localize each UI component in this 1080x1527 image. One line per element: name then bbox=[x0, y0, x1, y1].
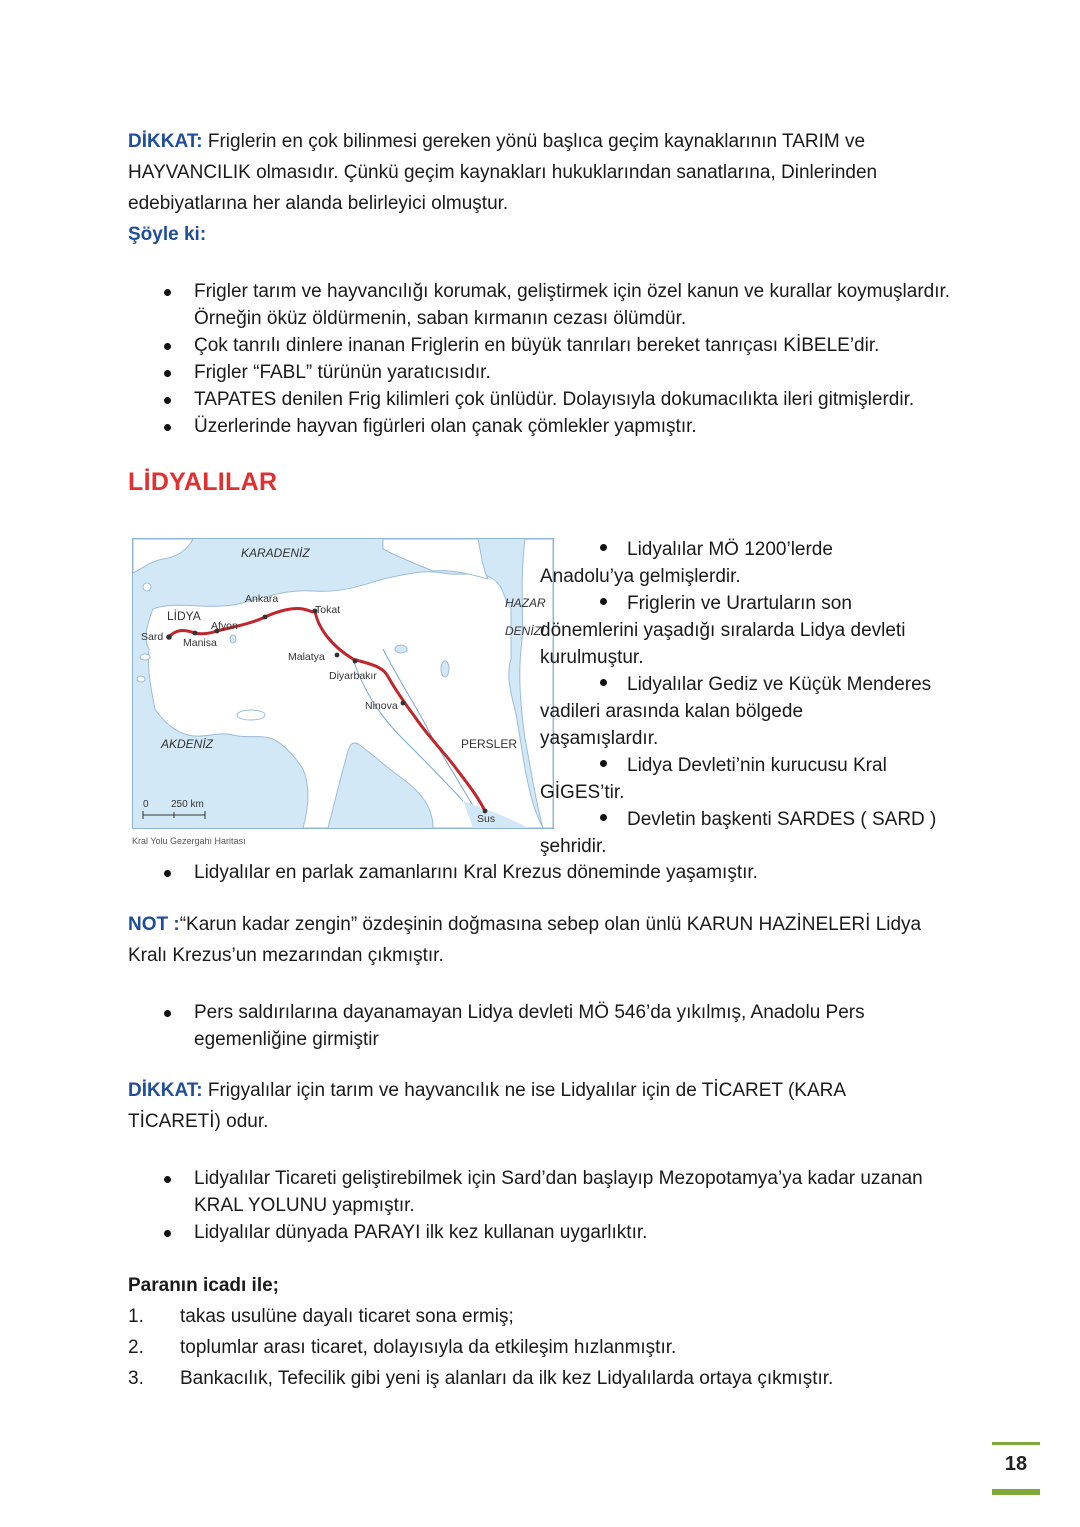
page-number: 18 bbox=[992, 1442, 1040, 1495]
aegean-island bbox=[140, 654, 150, 660]
list-item bbox=[540, 590, 965, 671]
dikkat-paragraph-1 bbox=[128, 126, 958, 250]
label-afyon: Afyon bbox=[211, 620, 238, 632]
list-item: Lidyalılar en parlak zamanlarını Kral Krezus döneminde yaşamıştır. bbox=[128, 859, 958, 886]
not-label: NOT : bbox=[128, 914, 180, 935]
pers-bullet-list bbox=[128, 999, 928, 1053]
city-dot-sard bbox=[166, 634, 172, 640]
bullet-dot bbox=[600, 760, 607, 767]
frig-bullet-list bbox=[128, 278, 958, 440]
dikkat-text-line2: TİCARETİ) odur. bbox=[128, 1111, 269, 1132]
lake bbox=[395, 645, 407, 653]
para-title: Paranın icadı ile; bbox=[128, 1275, 279, 1296]
list-item: Frigler tarım ve hayvancılığı korumak, geliştirmek için özel kanun ve kurallar koymuşlardır. Örneğin öküz öldürmenin, saban kırmanın cezası ölümdür. bbox=[128, 278, 958, 332]
label-hazar: HAZAR bbox=[505, 596, 546, 610]
dikkat-text-line1: Friglerin en çok bilinmesi gereken yönü başlıca geçim kaynaklarının TARIM ve bbox=[202, 131, 866, 152]
list-item: Üzerlerinde hayvan figürleri olan çanak çömlekler yapmıştır. bbox=[128, 413, 958, 440]
para-numbered-list bbox=[128, 1301, 958, 1394]
label-malatya: Malatya bbox=[288, 651, 325, 663]
label-karadeniz: KARADENİZ bbox=[241, 546, 310, 560]
list-item bbox=[128, 1363, 958, 1394]
scale-zero: 0 bbox=[143, 799, 149, 810]
bullet-first-line: Lidyalılar Gediz ve Küçük Menderes bbox=[627, 674, 932, 695]
list-item bbox=[128, 1301, 958, 1332]
list-item: Lidyalılar Ticareti geliştirebilmek için Sard’dan başlayıp Mezopotamya’ya kadar uzanan KRAL YOLUNU yapmıştır. bbox=[128, 1165, 928, 1219]
city-dot-diyarbakir bbox=[353, 659, 358, 664]
item-text: toplumlar arası ticaret, dolayısıyla da etkileşim hızlanmıştır. bbox=[180, 1337, 677, 1358]
dikkat-paragraph-2 bbox=[128, 1075, 958, 1137]
item-number: 2. bbox=[128, 1337, 144, 1358]
lake bbox=[441, 661, 449, 677]
bullet-dot bbox=[600, 544, 607, 551]
lidya-side-text bbox=[540, 536, 965, 860]
label-tokat: Tokat bbox=[315, 604, 341, 616]
map-graphic bbox=[133, 539, 553, 828]
item-number: 1. bbox=[128, 1306, 144, 1327]
not-text-line1: “Karun kadar zengin” özdeşinin doğmasına sebep olan ünlü KARUN HAZİNELERİ Lidya bbox=[179, 914, 922, 935]
label-diyarbakir: Diyarbakır bbox=[329, 670, 377, 682]
not-text-line2: Kralı Krezus’un mezarından çıkmıştır. bbox=[128, 945, 444, 966]
aegean-island bbox=[137, 676, 145, 682]
item-text: takas usulüne dayalı ticaret sona ermiş; bbox=[180, 1306, 514, 1327]
soyle-ki-label: Şöyle ki: bbox=[128, 224, 207, 245]
bullet-dot bbox=[600, 814, 607, 821]
city-dot-malatya bbox=[335, 653, 340, 658]
krezus-bullet-list bbox=[128, 859, 958, 886]
label-manisa: Manisa bbox=[183, 637, 217, 649]
list-item: TAPATES denilen Frig kilimleri çok ünlüdür. Dolayısıyla dokumacılıkta ileri gitmişlerdir. bbox=[128, 386, 958, 413]
kral-yolu-map bbox=[132, 538, 554, 829]
not-paragraph bbox=[128, 909, 958, 971]
label-denizi: DENİZİ bbox=[505, 624, 545, 638]
map-caption: Kral Yolu Gezergahı Haritası bbox=[132, 836, 246, 846]
list-item bbox=[540, 752, 965, 806]
bullet-rest: Anadolu’ya gelmişlerdir. bbox=[540, 566, 741, 587]
aegean-island bbox=[143, 583, 151, 591]
bullet-first-line: Friglerin ve Urartuların son bbox=[627, 593, 852, 614]
list-item: Frigler “FABL” türünün yaratıcısıdır. bbox=[128, 359, 958, 386]
dikkat-label: DİKKAT: bbox=[128, 131, 203, 152]
list-item: Çok tanrılı dinlere inanan Friglerin en büyük tanrıları bereket tanrıçası KİBELE’dir. bbox=[128, 332, 958, 359]
bullet-rest: GİGES’tir. bbox=[540, 782, 625, 803]
label-lidya: LİDYA bbox=[167, 609, 201, 623]
label-sard: Sard bbox=[141, 631, 164, 643]
bullet-first-line: Devletin başkenti SARDES ( SARD ) bbox=[627, 809, 937, 830]
cyprus-island bbox=[237, 710, 265, 720]
bullet-first-line: Lidyalılar MÖ 1200’lerde bbox=[627, 539, 833, 560]
list-item bbox=[540, 806, 965, 860]
label-akdeniz: AKDENİZ bbox=[161, 737, 214, 751]
bullet-first-line: Lidya Devleti’nin kurucusu Kral bbox=[627, 755, 887, 776]
dikkat-text-line1: Frigyalılar için tarım ve hayvancılık ne ise Lidyalılar için de TİCARET (KARA bbox=[202, 1080, 847, 1101]
label-ankara: Ankara bbox=[245, 593, 279, 605]
label-persler: PERSLER bbox=[461, 737, 518, 751]
bullet-rest: dönemlerini yaşadığı sıralarda Lidya devleti kurulmuştur. bbox=[540, 620, 906, 668]
dikkat-text-line2: HAYVANCILIK olmasıdır. Çünkü geçim kaynakları hukuklarından sanatlarına, Dinlerinden bbox=[128, 162, 878, 183]
list-item bbox=[540, 536, 965, 590]
city-dot-ninova bbox=[401, 701, 406, 706]
scale-km: 250 km bbox=[171, 799, 204, 810]
list-item: Pers saldırılarına dayanamayan Lidya devleti MÖ 546’da yıkılmış, Anadolu Pers egemenliğine girmiştir bbox=[128, 999, 928, 1053]
city-dot-manisa bbox=[193, 631, 198, 636]
bullet-dot bbox=[600, 598, 607, 605]
list-item bbox=[128, 1332, 958, 1363]
city-dot-ankara bbox=[263, 615, 268, 620]
dikkat-text-line3: edebiyatlarına her alanda belirleyici olmuştur. bbox=[128, 193, 509, 214]
bullet-dot bbox=[600, 679, 607, 686]
dikkat-label: DİKKAT: bbox=[128, 1080, 203, 1101]
item-number: 3. bbox=[128, 1368, 144, 1389]
ticaret-bullet-list bbox=[128, 1165, 928, 1246]
item-text: Bankacılık, Tefecilik gibi yeni iş alanları da ilk kez Lidyalılarda ortaya çıkmıştır. bbox=[180, 1368, 834, 1389]
label-sus: Sus bbox=[477, 813, 496, 825]
lake bbox=[230, 635, 236, 643]
list-item bbox=[540, 671, 965, 752]
label-ninova: Ninova bbox=[365, 700, 398, 712]
list-item: Lidyalılar dünyada PARAYI ilk kez kullanan uygarlıktır. bbox=[128, 1219, 928, 1246]
section-title: LİDYALILAR bbox=[128, 468, 278, 496]
bullet-rest: şehridir. bbox=[540, 836, 607, 857]
bullet-rest: vadileri arasında kalan bölgede yaşamışlardır. bbox=[540, 701, 804, 749]
